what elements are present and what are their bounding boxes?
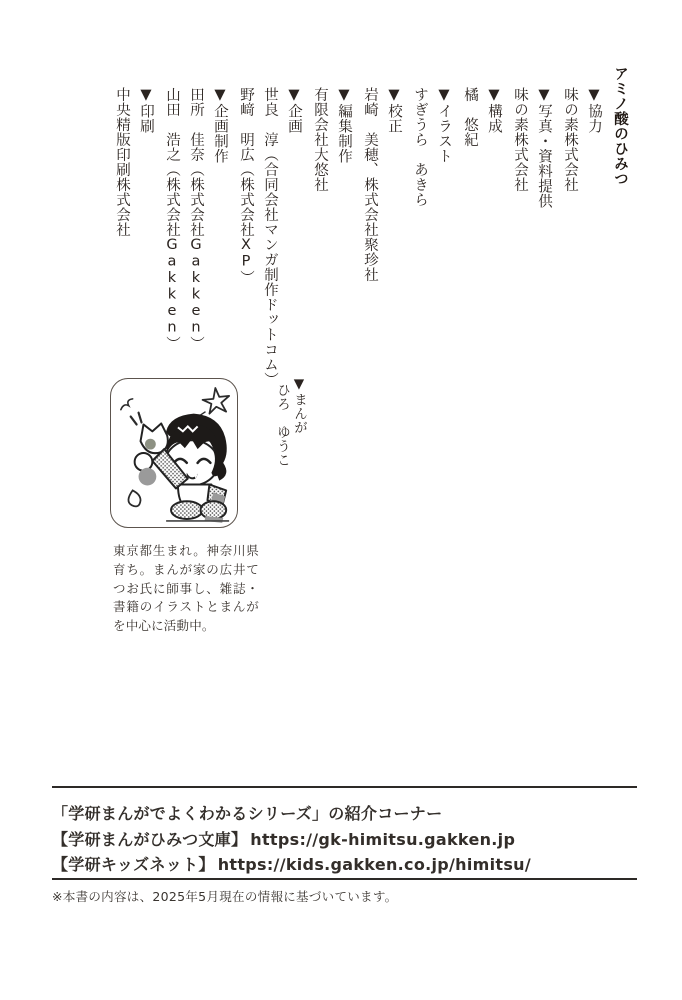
credit-name: 山田 浩之（株式会社Gakken） (164, 87, 180, 351)
author-bio: 東京都生まれ。神奈川県育ち。まんが家の広井てつお氏に師事し、雑誌・書籍のイラストとまんがを中心に活動中。 (113, 543, 259, 634)
credit-heading-illustration: ▼イラスト (436, 87, 452, 164)
credit-heading-composition: ▼構成 (486, 87, 502, 134)
credit-heading-planning-production: ▼企画制作 (212, 87, 228, 164)
link-url[interactable]: https://gk-himitsu.gakken.jp (250, 830, 516, 849)
credit-name: 田所 佳奈（株式会社Gakken） (188, 87, 204, 351)
book-title: アミノ酸のひみつ (612, 66, 628, 186)
sweat-drop-icon (128, 490, 140, 506)
credit-name: 有限会社大悠社 (312, 87, 328, 192)
manga-illustration (111, 379, 237, 527)
divider-top (52, 786, 637, 788)
content-date-note: ※本書の内容は、2025年5月現在の情報に基づいています。 (52, 889, 398, 904)
credit-name: すぎうら あきら (412, 87, 428, 207)
credit-heading-photos: ▼写真・資料提供 (536, 87, 552, 209)
credit-heading-manga: ▼まんが (291, 376, 307, 435)
credit-name: 味の素株式会社 (512, 87, 528, 192)
link-url[interactable]: https://kids.gakken.co.jp/himitsu/ (217, 855, 532, 874)
credit-heading-proofreading: ▼校正 (386, 87, 402, 134)
credit-name: 橘 悠紀 (462, 87, 478, 147)
credit-heading-editing: ▼編集制作 (336, 87, 352, 164)
surprise-burst-icon (131, 413, 142, 425)
divider-bottom (52, 878, 637, 880)
credits-block (110, 66, 632, 400)
credit-name: 岩崎 美穂、株式会社聚珍社 (362, 87, 378, 282)
credit-name: 味の素株式会社 (562, 87, 578, 192)
credit-name: 野﨑 明広（株式会社XP） (238, 87, 254, 285)
credit-name: 世良 淳（合同会社マンガ制作ドットコム） (262, 87, 278, 387)
credit-name: 中央精版印刷株式会社 (114, 87, 130, 237)
squiggle-mark (121, 399, 133, 410)
author-portrait-frame (110, 378, 238, 528)
credit-heading-planning: ▼企画 (286, 87, 302, 134)
series-intro-line: 「学研まんがでよくわかるシリーズ」の紹介コーナー (52, 804, 443, 823)
credit-heading-printing: ▼印刷 (138, 87, 154, 134)
link-label: 【学研キッズネット】 (52, 855, 215, 874)
link-line-kids-net (52, 852, 531, 875)
link-label: 【学研まんがひみつ文庫】 (52, 830, 248, 849)
link-line-himitsu-bunko (52, 827, 515, 850)
credit-heading-cooperation: ▼協力 (586, 87, 602, 134)
manga-author-name: ひろ ゆうこ (274, 383, 290, 467)
manga-author-block (273, 376, 307, 536)
